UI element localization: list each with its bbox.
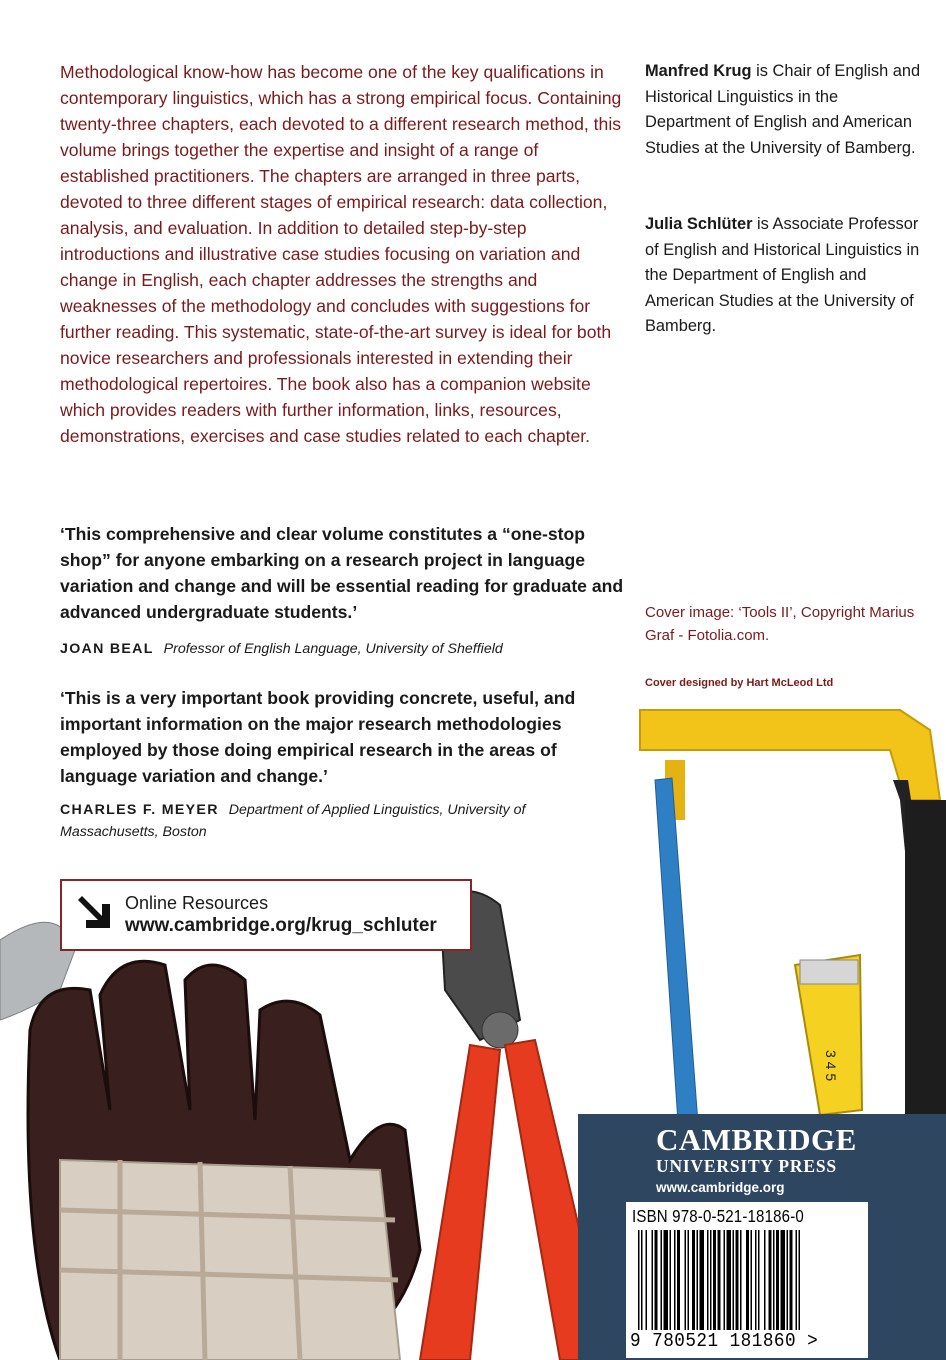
publisher-subtitle: UNIVERSITY PRESS: [656, 1156, 837, 1176]
author-bio-schluter: [645, 212, 925, 340]
endorser-role-2: Department of Applied Linguistics, University of Massachusetts, Boston: [60, 802, 526, 840]
online-resources-box: [60, 879, 472, 951]
book-description: Methodological know-how has become one of the key qualifications in contemporary linguistics, which has a strong empirical focus. Containing twenty-three chapters, each devoted to a different research method, this volume brings together the expertise and insight of a range of established practitioners. The chapters are arranged in three parts, devoted to three different stages of empirical research: data collection, analysis, and evaluation. In addition to detailed step-by-step introductions and illustrative case studies focusing on variation and change in English, each chapter addresses the strengths and weaknesses of the methodology and concludes with suggestions for further reading. This systematic, state-of-the-art survey is ideal for both novice researchers and professionals interested in extending their methodological repertoires. The book also has a companion website which provides readers with further information, links, resources, demonstrations, exercises and case studies related to each chapter.: [60, 62, 622, 446]
endorser-name-1: JOAN BEAL: [60, 641, 154, 657]
svg-text:3 4 5: 3 4 5: [823, 1050, 839, 1082]
online-resources-label: Online Resources: [125, 893, 269, 913]
endorsement-attribution-1: [60, 638, 625, 660]
author-name-krug: Manfred Krug: [645, 62, 752, 80]
barcode-panel: [626, 1202, 868, 1358]
publisher-name: CAMBRIDGE: [656, 1122, 857, 1157]
endorser-name-2: CHARLES F. MEYER: [60, 802, 219, 818]
endorsement-quote-2: ‘This is a very important book providing concrete, useful, and important information on the major research methodologies employed by those doing empirical research in the areas of language variation and change.’: [60, 688, 576, 786]
glove-illustration: [28, 961, 420, 1360]
author-bio-text-krug: is Chair of English and Historical Linguistics in the Department of English and American Studies at the University of Bamberg.: [645, 62, 921, 157]
barcode-digits: 9 780521 181860 >: [630, 1330, 819, 1352]
publisher-block: [578, 1114, 946, 1360]
author-name-schluter: Julia Schlüter: [645, 215, 753, 233]
cover-image-credit: Cover image: ‘Tools II’, Copyright Marius Graf - Fotolia.com.: [645, 604, 915, 644]
publisher-url[interactable]: www.cambridge.org: [656, 1180, 785, 1195]
hacksaw-illustration: [640, 710, 946, 1152]
cover-designer-credit: Cover designed by Hart McLeod Ltd: [645, 677, 834, 689]
isbn-label: ISBN 978-0-521-18186-0: [632, 1206, 804, 1226]
barcode-image: [636, 1230, 861, 1334]
endorser-role-1: Professor of English Language, University of Sheffield: [163, 641, 503, 657]
endorsement-quote-1: ‘This comprehensive and clear volume constitutes a “one-stop shop” for anyone embarking on a research project in language variation and change and will be essential reading for graduate and advanced undergraduate students.’: [60, 524, 624, 622]
author-bio-text-schluter: is Associate Professor of English and Historical Linguistics in the Department of English and American Studies at the University of Bamberg.: [645, 215, 920, 335]
online-resources-url[interactable]: www.cambridge.org/krug_schluter: [125, 915, 437, 936]
tape-measure-illustration: [795, 955, 862, 1115]
arrow-down-right-icon: [76, 894, 114, 932]
author-bio-krug: [645, 59, 925, 161]
